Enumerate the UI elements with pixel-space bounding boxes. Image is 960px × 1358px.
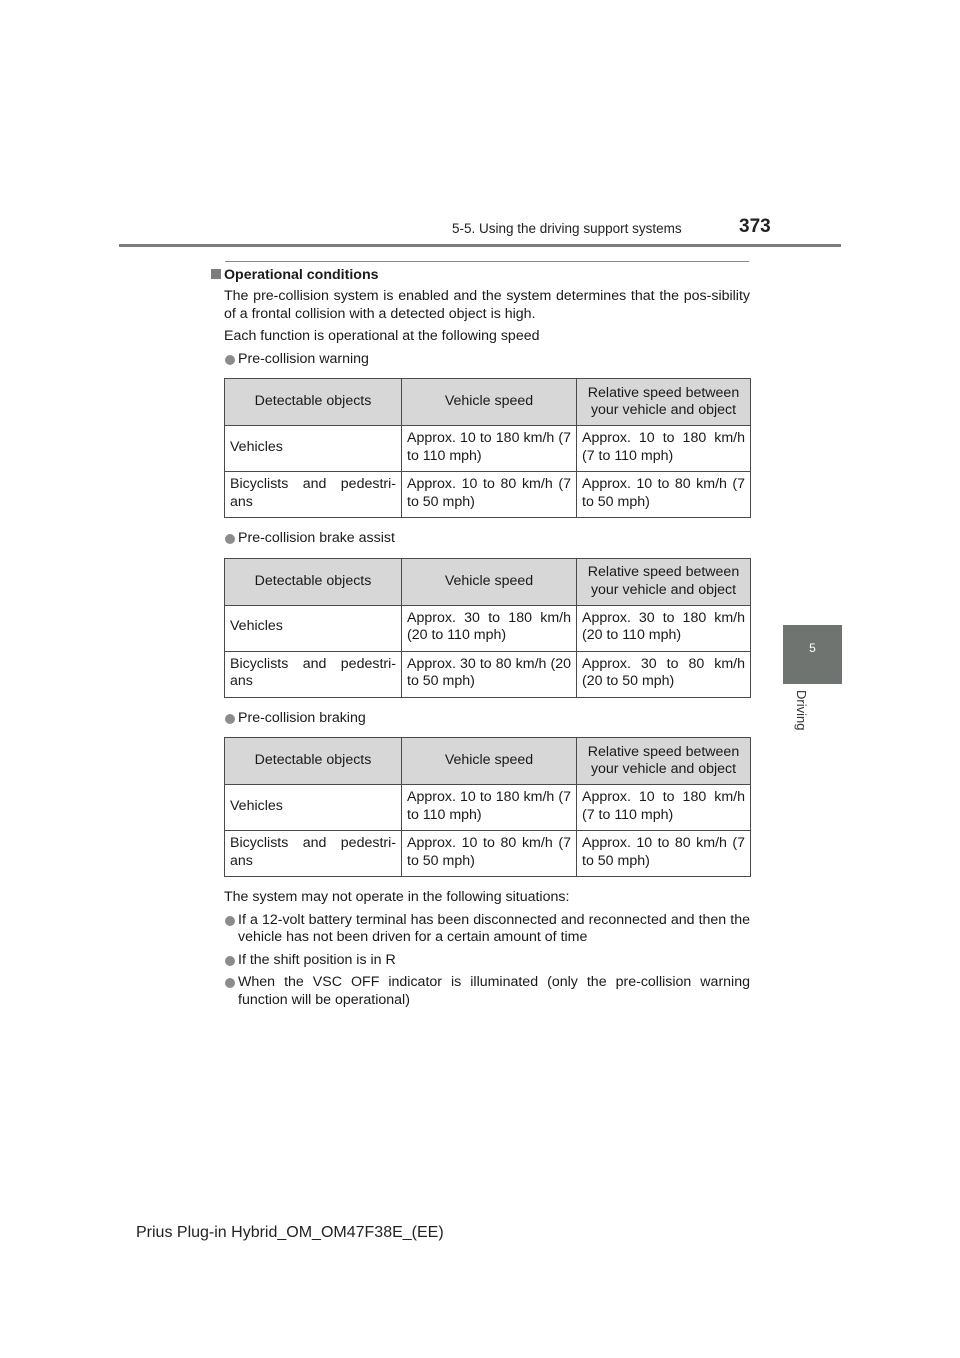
column-header: Relative speed between your vehicle and object	[577, 558, 751, 605]
speed-table	[224, 378, 751, 518]
bullet-dot-icon	[225, 714, 235, 724]
column-header: Detectable objects	[225, 738, 402, 785]
table-cell: Bicyclists and pedestri-ans	[225, 472, 402, 518]
bullet-dot-icon	[225, 916, 235, 926]
table-cell: Approx. 30 to 80 km/h (20 to 50 mph)	[577, 651, 751, 697]
table-cell: Approx. 10 to 180 km/h (7 to 110 mph)	[402, 426, 577, 472]
column-header: Vehicle speed	[402, 738, 577, 785]
footer-doc-id: Prius Plug-in Hybrid_OM_OM47F38E_(EE)	[136, 1224, 444, 1241]
column-header: Vehicle speed	[402, 558, 577, 605]
table-row	[225, 605, 751, 651]
table-cell: Approx. 10 to 180 km/h (7 to 110 mph)	[402, 785, 577, 831]
table-row	[225, 785, 751, 831]
chapter-tab	[783, 625, 842, 684]
function-bullet	[224, 530, 750, 548]
table-cell: Approx. 30 to 80 km/h (20 to 50 mph)	[402, 651, 577, 697]
bullet-dot-icon	[225, 534, 235, 544]
header-divider	[119, 244, 841, 247]
not-operate-intro: The system may not operate in the following situations:	[224, 889, 570, 905]
intro-paragraph: The pre-collision system is enabled and the system determines that the pos-sibility of a frontal collision with a detected object is high.	[224, 288, 750, 322]
speed-table	[224, 558, 751, 698]
intro-speed-note: Each function is operational at the following speed	[224, 328, 540, 344]
speed-table	[224, 737, 751, 877]
bullet-dot-icon	[225, 355, 235, 365]
bullet-dot-icon	[225, 956, 235, 966]
square-bullet-icon	[211, 269, 221, 279]
section-heading-text: Operational conditions	[224, 267, 379, 283]
table-header-row	[225, 379, 751, 426]
table-cell: Approx. 10 to 180 km/h (7 to 110 mph)	[577, 426, 751, 472]
table-cell: Bicyclists and pedestri-ans	[225, 651, 402, 697]
table-cell: Approx. 10 to 180 km/h (7 to 110 mph)	[577, 785, 751, 831]
section-heading	[211, 266, 750, 285]
table-header-row	[225, 558, 751, 605]
function-bullet	[224, 710, 750, 728]
page-number: 373	[739, 216, 771, 237]
table-cell: Approx. 10 to 80 km/h (7 to 50 mph)	[402, 831, 577, 877]
condition-text: When the VSC OFF indicator is illuminated (only the pre-collision warning function will be operational)	[238, 974, 750, 1008]
chapter-label: Driving	[794, 690, 809, 731]
section-divider	[225, 261, 749, 262]
column-header: Vehicle speed	[402, 379, 577, 426]
function-name: Pre-collision braking	[238, 709, 366, 726]
table-cell: Approx. 10 to 80 km/h (7 to 50 mph)	[577, 831, 751, 877]
table-row	[225, 472, 751, 518]
not-operate-list	[224, 912, 750, 1010]
column-header: Relative speed between your vehicle and object	[577, 738, 751, 785]
table-cell: Approx. 30 to 180 km/h (20 to 110 mph)	[577, 605, 751, 651]
table-cell: Approx. 10 to 80 km/h (7 to 50 mph)	[577, 472, 751, 518]
table-row	[225, 651, 751, 697]
function-list	[224, 351, 750, 878]
condition-bullet	[224, 912, 750, 947]
bullet-dot-icon	[225, 978, 235, 988]
page-content	[224, 266, 750, 1014]
condition-text: If the shift position is in R	[238, 951, 396, 968]
condition-text: If a 12-volt battery terminal has been disconnected and reconnected and then the vehicle has not been driven for a certain amount of time	[238, 911, 750, 945]
table-cell: Vehicles	[225, 605, 402, 651]
table-cell: Vehicles	[225, 426, 402, 472]
table-cell: Bicyclists and pedestri-ans	[225, 831, 402, 877]
table-row	[225, 426, 751, 472]
function-name: Pre-collision warning	[238, 350, 369, 367]
column-header: Detectable objects	[225, 379, 402, 426]
column-header: Relative speed between your vehicle and object	[577, 379, 751, 426]
function-bullet	[224, 351, 750, 369]
condition-bullet	[224, 974, 750, 1009]
header-section-title: 5-5. Using the driving support systems	[452, 221, 682, 236]
table-cell: Approx. 10 to 80 km/h (7 to 50 mph)	[402, 472, 577, 518]
table-cell: Approx. 30 to 180 km/h (20 to 110 mph)	[402, 605, 577, 651]
column-header: Detectable objects	[225, 558, 402, 605]
table-row	[225, 831, 751, 877]
condition-bullet	[224, 952, 750, 970]
table-cell: Vehicles	[225, 785, 402, 831]
function-name: Pre-collision brake assist	[238, 530, 395, 546]
chapter-number: 5	[809, 641, 816, 655]
table-header-row	[225, 738, 751, 785]
